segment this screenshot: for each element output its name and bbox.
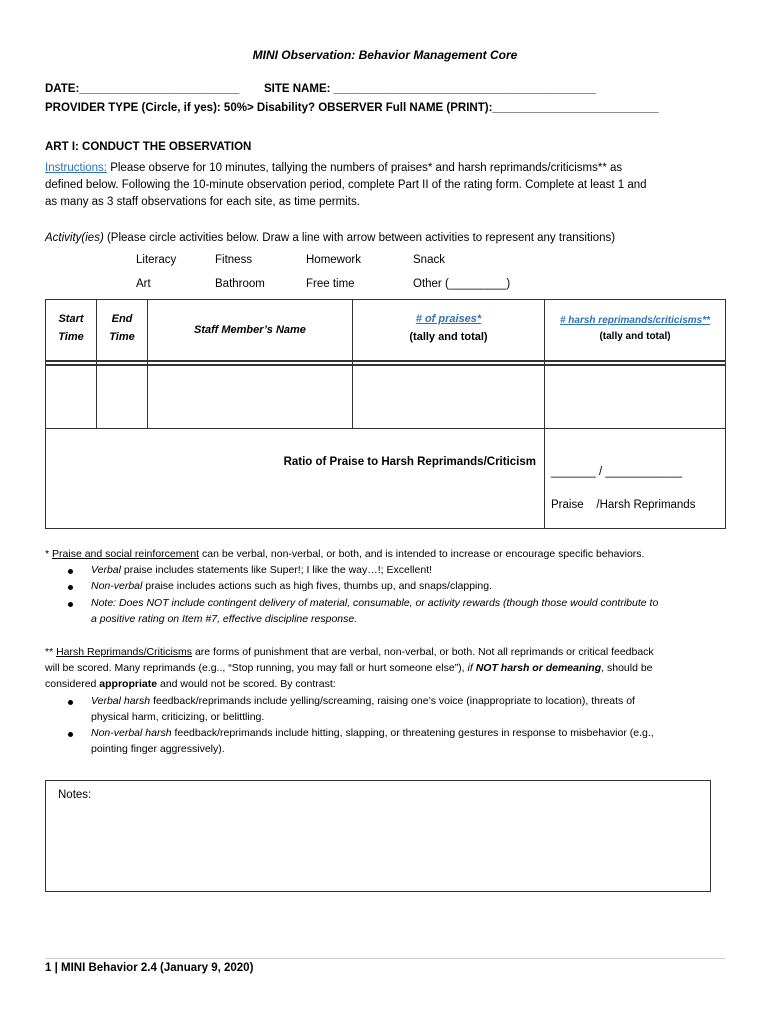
footnote-double-star: ** xyxy=(45,646,57,658)
instructions-line-2: defined below. Following the 10-minute observation period, complete Part II of the rating form. Complete at least 1 and xyxy=(45,179,647,191)
activity-art[interactable]: Art xyxy=(136,278,151,290)
footnote-praise-bullet-1 xyxy=(91,564,432,576)
site-name-field[interactable]: SITE NAME: _________________________________________ xyxy=(264,83,596,95)
bullet-icon xyxy=(68,732,73,737)
provider-observer-line[interactable]: PROVIDER TYPE (Circle, if yes): 50%> Disability? OBSERVER Full NAME (PRINT):__________________________ xyxy=(45,102,659,114)
nonverbal-text: praise includes actions such as high fives, thumbs up, and snaps/clapping. xyxy=(142,580,492,592)
bullet-icon xyxy=(68,569,73,574)
staff-name-header: Staff Member’s Name xyxy=(148,300,353,361)
end-time-header-line-1: End xyxy=(111,313,133,325)
ratio-legend xyxy=(551,496,725,515)
harsh-cell[interactable] xyxy=(545,365,726,429)
start-time-cell[interactable] xyxy=(46,365,97,429)
table-row xyxy=(46,365,726,429)
ratio-harsh: /Harsh Reprimands xyxy=(596,499,696,511)
footnote-praise-note-2: a positive rating on Item #7, effective discipline response. xyxy=(91,613,358,625)
footer-divider xyxy=(45,958,725,959)
footnote-harsh-not-harsh: NOT harsh or demeaning xyxy=(475,662,602,674)
footnote-harsh-text-3b: and would not be scored. By contrast: xyxy=(157,678,336,690)
footnote-harsh-bullet-2 xyxy=(91,727,654,739)
activities-instruction xyxy=(45,230,615,248)
staff-name-cell[interactable] xyxy=(148,365,353,429)
bullet-icon xyxy=(68,700,73,705)
footnote-praise-bullet-2 xyxy=(91,580,492,592)
page-title: MINI Observation: Behavior Management Core xyxy=(252,48,518,62)
praises-header xyxy=(353,300,545,361)
observation-table xyxy=(45,299,726,529)
instructions-line-1 xyxy=(45,160,622,178)
verbal-text: praise includes statements like Super!; I like the way…!; Excellent! xyxy=(120,564,433,576)
notes-box[interactable] xyxy=(45,780,711,892)
page-footer: 1 | MINI Behavior 2.4 (January 9, 2020) xyxy=(45,962,254,974)
footnote-harsh-text-2b: , should be xyxy=(601,662,653,674)
ratio-blank[interactable]: _______ / ____________ xyxy=(551,466,683,478)
bullet-icon xyxy=(68,602,73,607)
praises-header-label: # of praises* xyxy=(415,313,482,325)
activity-fitness[interactable]: Fitness xyxy=(215,254,253,266)
ratio-cell[interactable] xyxy=(545,429,726,529)
activity-other[interactable]: Other (_________) xyxy=(413,278,511,290)
instructions-line-3: as many as 3 staff observations for each site, as time permits. xyxy=(45,196,360,208)
verbal-term: Verbal xyxy=(91,564,121,576)
footnote-praise-term: Praise and social reinforcement xyxy=(52,548,200,560)
start-time-header-line-2: Time xyxy=(58,331,84,343)
notes-label: Notes: xyxy=(58,789,92,801)
praises-header-sub: (tally and total) xyxy=(409,331,488,343)
verbal-harsh-text: feedback/reprimands include yelling/screaming, raising one’s voice (inappropriate to location), threats of xyxy=(150,695,635,707)
activity-homework[interactable]: Homework xyxy=(306,254,361,266)
footnote-harsh-term: Harsh Reprimands/Criticisms xyxy=(56,646,193,658)
start-time-header xyxy=(46,300,97,361)
footnote-harsh-line-1 xyxy=(45,646,654,658)
instructions-label: Instructions: xyxy=(45,162,107,174)
ratio-praise: Praise xyxy=(551,499,584,511)
praises-cell[interactable] xyxy=(353,365,545,429)
activity-snack[interactable]: Snack xyxy=(413,254,445,266)
nonverbal-term: Non-verbal xyxy=(91,580,143,592)
start-time-header-line-1: Start xyxy=(58,313,84,325)
nonverbal-harsh-term: Non-verbal harsh xyxy=(91,727,172,739)
footnote-star: * xyxy=(45,548,53,560)
footnote-harsh-bullet-1-cont: physical harm, criticizing, or belittling. xyxy=(91,711,265,723)
date-field[interactable]: DATE:_________________________ xyxy=(45,83,240,95)
footnote-harsh-bullet-1 xyxy=(91,695,635,707)
ratio-row xyxy=(46,429,726,529)
bullet-icon xyxy=(68,585,73,590)
footnote-harsh-appropriate: appropriate xyxy=(99,678,158,690)
table-header-row xyxy=(46,300,726,361)
footnote-harsh-line-3 xyxy=(45,678,336,690)
activities-note: (Please circle activities below. Draw a line with arrow between activities to represent any transitions) xyxy=(103,232,616,244)
footnote-praise xyxy=(45,548,644,560)
end-time-header xyxy=(97,300,148,361)
footnote-praise-text: can be verbal, non-verbal, or both, and is intended to increase or encourage specific behaviors. xyxy=(199,548,645,560)
nonverbal-harsh-text: feedback/reprimands include hitting, slapping, or threatening gestures in response to misbehavior (e.g., xyxy=(171,727,654,739)
end-time-header-line-2: Time xyxy=(109,331,135,343)
end-time-cell[interactable] xyxy=(97,365,148,429)
footnote-harsh-text-2: will be scored. Many reprimands (e.g.., “Stop running, you may fall or hurt someone else”), xyxy=(45,662,468,674)
instructions-text-1: Please observe for 10 minutes, tallying the numbers of praises* and harsh reprimands/criticisms** as xyxy=(107,162,623,174)
ratio-label: Ratio of Praise to Harsh Reprimands/Criticism xyxy=(46,429,545,529)
harsh-header xyxy=(545,300,726,361)
footnote-harsh-line-2 xyxy=(45,662,653,674)
activity-bathroom[interactable]: Bathroom xyxy=(215,278,265,290)
footnote-harsh-if: if xyxy=(467,662,476,674)
part1-heading: ART I: CONDUCT THE OBSERVATION xyxy=(45,141,252,153)
activities-label: Activity(ies) xyxy=(45,232,104,244)
footnote-praise-note-1: Note: Does NOT include contingent delivery of material, consumable, or activity rewards (though those would contribute to xyxy=(91,597,659,609)
activity-free-time[interactable]: Free time xyxy=(306,278,355,290)
harsh-header-sub: (tally and total) xyxy=(599,331,671,342)
footnote-harsh-bullet-2-cont: pointing finger aggressively). xyxy=(91,743,225,755)
verbal-harsh-term: Verbal harsh xyxy=(91,695,151,707)
footnote-harsh-text-1: are forms of punishment that are verbal, non-verbal, or both. Not all reprimands or critical feedback xyxy=(192,646,654,658)
activity-literacy[interactable]: Literacy xyxy=(136,254,177,266)
harsh-header-label: # harsh reprimands/criticisms** xyxy=(559,315,711,326)
footnote-harsh-text-3: considered xyxy=(45,678,100,690)
